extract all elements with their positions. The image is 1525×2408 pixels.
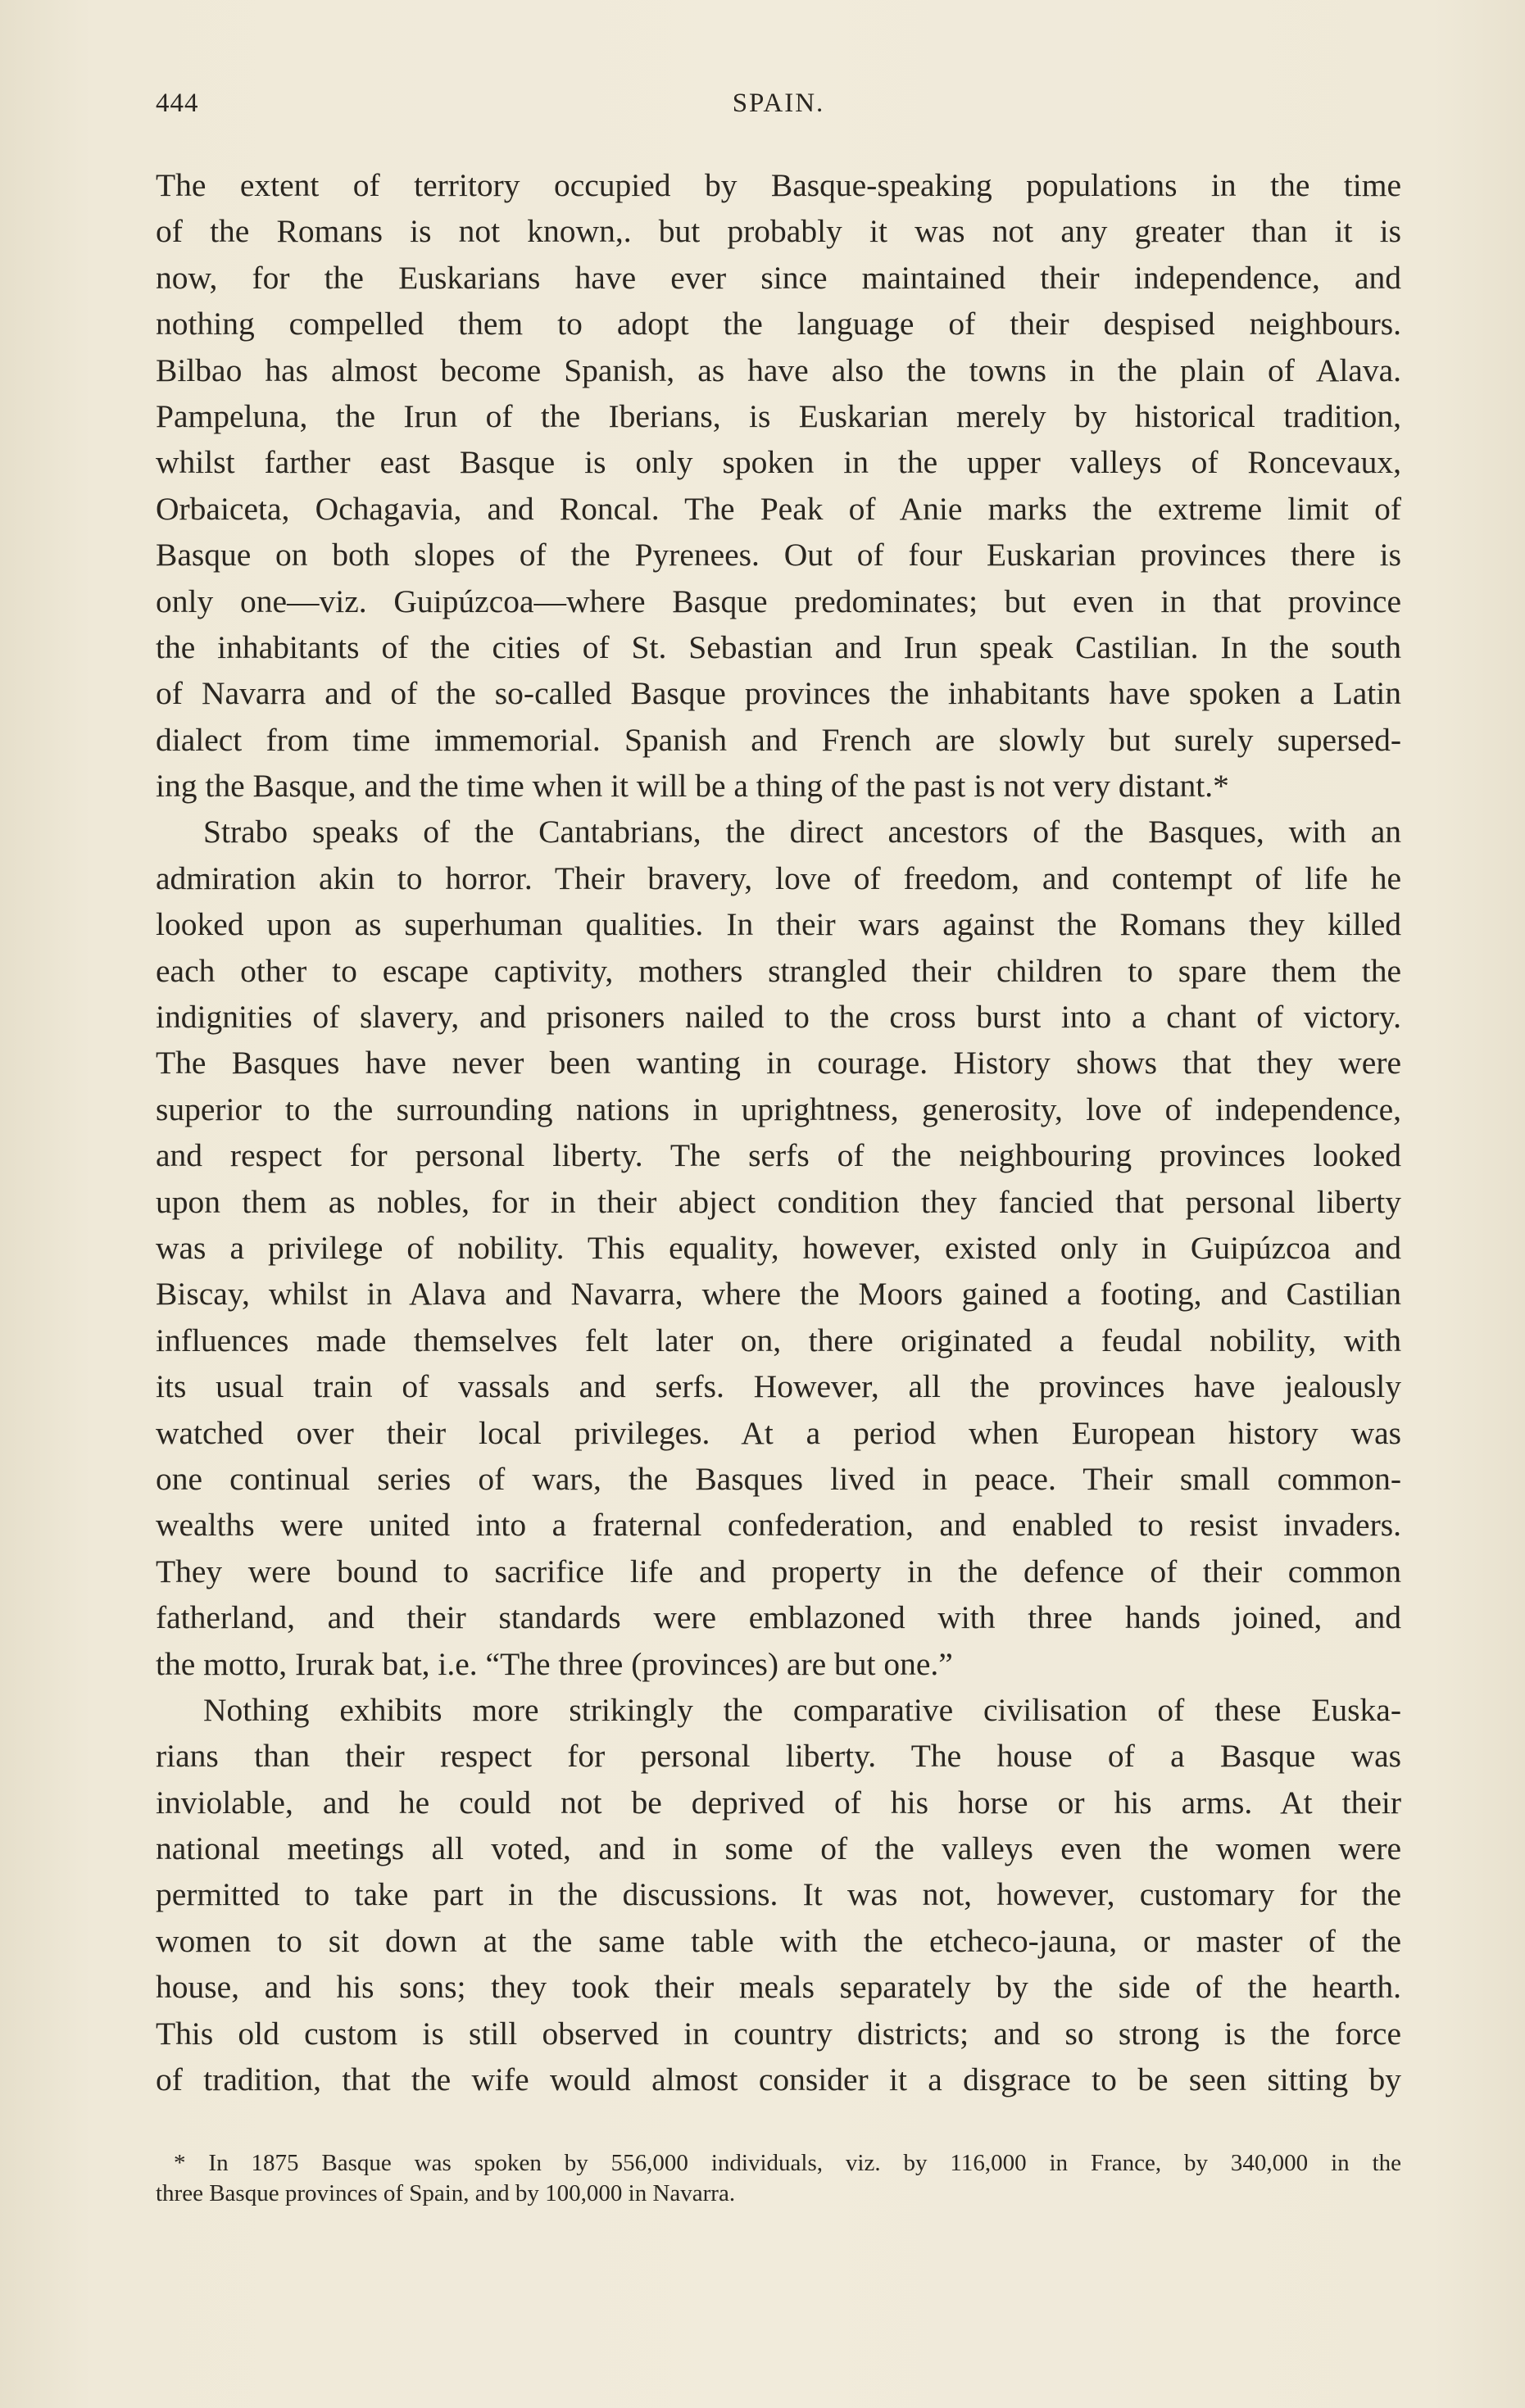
text-line: looked upon as superhuman qualities. In their wars against the Romans they killed	[156, 906, 1401, 943]
text-line: The extent of territory occupied by Basque-speaking populations in the time	[156, 167, 1401, 203]
text-line: indignities of slavery, and prisoners nailed to the cross burst into a chant of victory.	[156, 999, 1401, 1036]
text-line: dialect from time immemorial. Spanish and French are slowly but surely supersed-	[156, 721, 1401, 758]
text-line: Pampeluna, the Irun of the Iberians, is Euskarian merely by historical tradition,	[156, 397, 1401, 434]
text-line: permitted to take part in the discussions. It was not, however, customary for the	[156, 1876, 1401, 1913]
footnote-line: three Basque provinces of Spain, and by 100,000 in Navarra.	[156, 2180, 736, 2206]
text-line: influences made themselves felt later on, there originated a feudal nobility, with	[156, 1322, 1401, 1358]
running-head	[156, 88, 1401, 129]
text-line: admiration akin to horror. Their bravery, love of freedom, and contempt of life he	[156, 859, 1401, 896]
text-line: upon them as nobles, for in their abject condition they fancied that personal liberty	[156, 1183, 1401, 1220]
text-line: The Basques have never been wanting in courage. History shows that they were	[156, 1045, 1401, 1082]
body-text	[156, 162, 1401, 2102]
text-line: women to sit down at the same table with the etcheco-jauna, or master of the	[156, 1922, 1401, 1959]
text-line: superior to the surrounding nations in uprightness, generosity, love of independence,	[156, 1091, 1401, 1127]
text-line: one continual series of wars, the Basques lived in peace. Their small common-	[156, 1460, 1401, 1497]
text-line: and respect for personal liberty. The serfs of the neighbouring provinces looked	[156, 1137, 1401, 1174]
text-line: Nothing exhibits more strikingly the comparative civilisation of these Euska-	[203, 1691, 1401, 1728]
running-title: SPAIN.	[732, 88, 825, 118]
text-line: Orbaiceta, Ochagavia, and Roncal. The Peak of Anie marks the extreme limit of	[156, 490, 1401, 527]
text-line: the motto, Irurak bat, i.e. “The three (provinces) are but one.”	[156, 1645, 953, 1682]
footnote-line: * In 1875 Basque was spoken by 556,000 individuals, viz. by 116,000 in France, by 340,000 in the	[174, 2150, 1401, 2176]
text-line: national meetings all voted, and in some of the valleys even the women were	[156, 1830, 1401, 1867]
text-line: They were bound to sacrifice life and property in the defence of their common	[156, 1553, 1401, 1589]
text-line: wealths were united into a fraternal confederation, and enabled to resist invaders.	[156, 1507, 1401, 1544]
text-line: each other to escape captivity, mothers strangled their children to spare them the	[156, 952, 1401, 989]
text-line: Strabo speaks of the Cantabrians, the direct ancestors of the Basques, with an	[203, 814, 1401, 850]
text-line: of the Romans is not known,. but probably it was not any greater than it is	[156, 213, 1401, 250]
text-line: watched over their local privileges. At a period when European history was	[156, 1414, 1401, 1451]
text-line: fatherland, and their standards were emblazoned with three hands joined, and	[156, 1599, 1401, 1636]
text-line: the inhabitants of the cities of St. Sebastian and Irun speak Castilian. In the south	[156, 628, 1401, 665]
page-number: 444	[156, 88, 199, 118]
text-line: of Navarra and of the so-called Basque provinces the inhabitants have spoken a Latin	[156, 675, 1401, 712]
text-line: of tradition, that the wife would almost consider it a disgrace to be seen sitting by	[156, 2061, 1401, 2098]
text-line: Basque on both slopes of the Pyrenees. Out of four Euskarian provinces there is	[156, 537, 1401, 574]
text-line: Biscay, whilst in Alava and Navarra, where the Moors gained a footing, and Castilian	[156, 1276, 1401, 1313]
text-line: This old custom is still observed in country districts; and so strong is the force	[156, 2015, 1401, 2052]
text-line: whilst farther east Basque is only spoken in the upper valleys of Roncevaux,	[156, 444, 1401, 481]
text-line: inviolable, and he could not be deprived of his horse or his arms. At their	[156, 1784, 1401, 1821]
text-line: rians than their respect for personal liberty. The house of a Basque was	[156, 1738, 1401, 1775]
text-line: house, and his sons; they took their meals separately by the side of the hearth.	[156, 1969, 1401, 2006]
footnote	[156, 2148, 1401, 2209]
text-line: its usual train of vassals and serfs. However, all the provinces have jealously	[156, 1368, 1401, 1405]
text-line: now, for the Euskarians have ever since maintained their independence, and	[156, 259, 1401, 296]
text-line: nothing compelled them to adopt the language of their despised neighbours.	[156, 306, 1401, 342]
text-line: only one—viz. Guipúzcoa—where Basque predominates; but even in that province	[156, 583, 1401, 619]
text-line: Bilbao has almost become Spanish, as have also the towns in the plain of Alava.	[156, 351, 1401, 388]
text-line: ing the Basque, and the time when it will be a thing of the past is not very distant.*	[156, 768, 1229, 805]
text-line: was a privilege of nobility. This equality, however, existed only in Guipúzcoa and	[156, 1229, 1401, 1266]
